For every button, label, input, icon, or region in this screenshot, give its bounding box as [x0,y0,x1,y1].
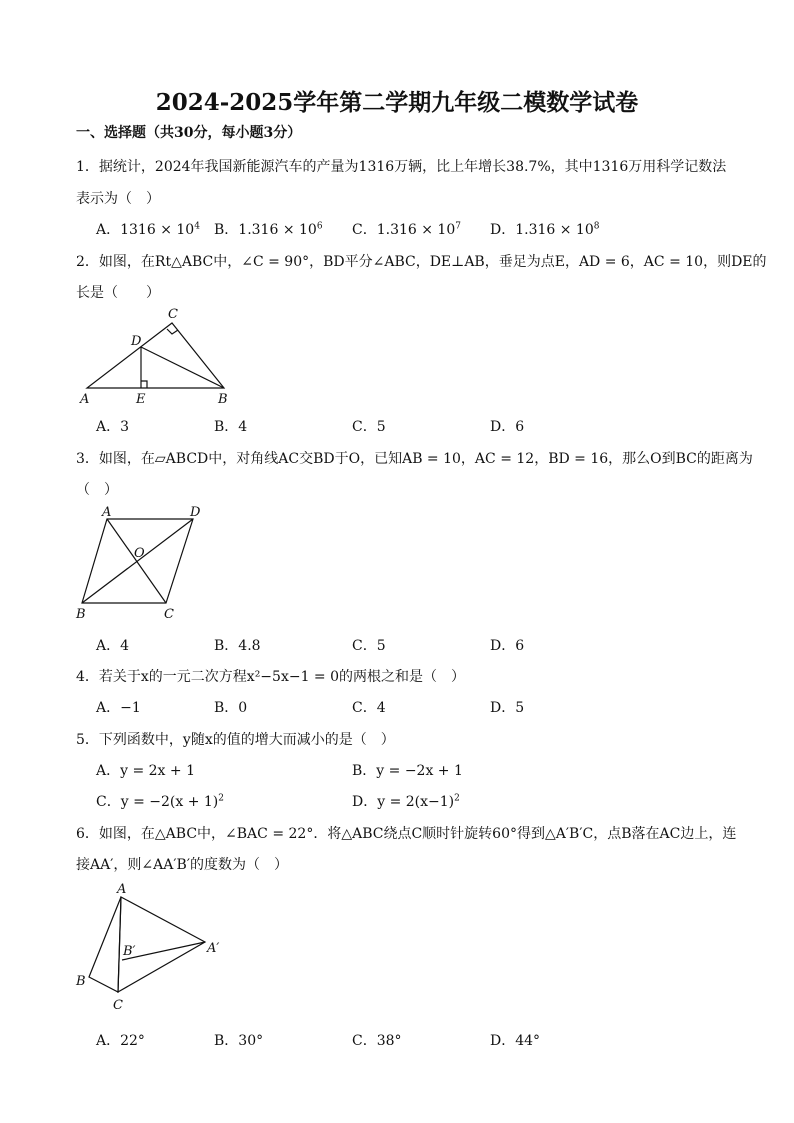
q5-line-1: 5．下列函数中，y随x的值的增大而减小的是（ ） [76,732,395,748]
q2-line-2: 长是（ ） [76,285,160,301]
q3-label-b: B [76,607,86,622]
q2-option-a: A．3 [96,419,130,435]
q4-option-c: C．4 [352,700,386,716]
q6-option-c: C．38° [352,1033,402,1049]
q6-option-d: D．44° [490,1033,541,1049]
q1-option-a: A．$1316 \times 10^4$ [96,221,200,238]
q1-option-d: D．$1.316 \times 10^8$ [490,221,600,238]
q4-line-1: 4．若关于x的一元二次方程x²−5x−1 = 0的两根之和是（ ） [76,669,466,685]
q2-option-b: B．4 [214,419,248,435]
q6-label-c: C [113,998,123,1013]
q2-label-d: D [131,334,142,349]
q6-option-b: B．30° [214,1033,264,1049]
q3-option-c: C．5 [352,638,386,654]
q3-option-d: D．6 [490,638,525,654]
q6-option-a: A．22° [96,1033,145,1049]
q5-option-b: B．y = −2x + 1 [352,763,463,779]
q4-option-a: A．−1 [96,700,141,716]
exam-title: 2024-2025学年第二学期九年级二模数学试卷 [155,89,639,116]
q3-option-b: B．4.8 [214,638,261,654]
q3-line-1: 3．如图，在▱ABCD中，对角线AC交BD于O，已知AB = 10，AC = 12，BD = 16，那么O到BC的距离为 [76,451,753,467]
q5-option-a: A．y = 2x + 1 [96,763,195,779]
q3-label-d: D [190,505,201,520]
q2-label-c: C [168,307,178,322]
q1-option-b: B．$1.316 \times 10^6$ [214,221,323,238]
q6-label-a: A [117,882,127,897]
q2-option-c: C．5 [352,419,386,435]
section-heading: 一、选择题（共30分，每小题3分） [76,125,302,141]
q1-line-1: 1．据统计，2024年我国新能源汽车的产量为1316万辆，比上年增长38.7%，其中1316万用科学记数法 [76,159,727,175]
q6-line-2: 接AA′，则∠AA′B′的度数为（ ） [76,857,288,873]
q3-line-2: （ ） [76,482,118,498]
q1-option-c: C．$1.316 \times 10^7$ [352,221,461,238]
q4-option-d: D．5 [490,700,525,716]
q6-line-1: 6．如图，在△ABC中，∠BAC = 22°．将△ABC绕点C顺时针旋转60°得到△A′B′C，点B落在AC边上，连 [76,826,737,842]
q1-line-2: 表示为（ ） [76,191,160,207]
q4-option-b: B．0 [214,700,248,716]
q6-label-b-prime: B′ [123,944,136,959]
q3-label-a: A [102,505,112,520]
q2-option-d: D．6 [490,419,525,435]
q6-label-b: B [76,974,86,989]
q2-line-1: 2．如图，在Rt△ABC中，∠C = 90°，BD平分∠ABC，DE⊥AB，垂足为点E，AD = 6，AC = 10，则DE的 [76,254,767,270]
q5-option-c: C．$y = -2(x + 1)^2$ [96,793,224,810]
q2-label-e: E [136,392,146,407]
q6-label-a-prime: A′ [207,941,220,956]
q3-label-o: O [134,546,145,561]
q3-label-c: C [164,607,174,622]
q2-label-a: A [80,392,90,407]
q2-label-b: B [218,392,228,407]
q3-option-a: A．4 [96,638,130,654]
q5-option-d: D．$y = 2(x-1)^2$ [352,793,460,810]
